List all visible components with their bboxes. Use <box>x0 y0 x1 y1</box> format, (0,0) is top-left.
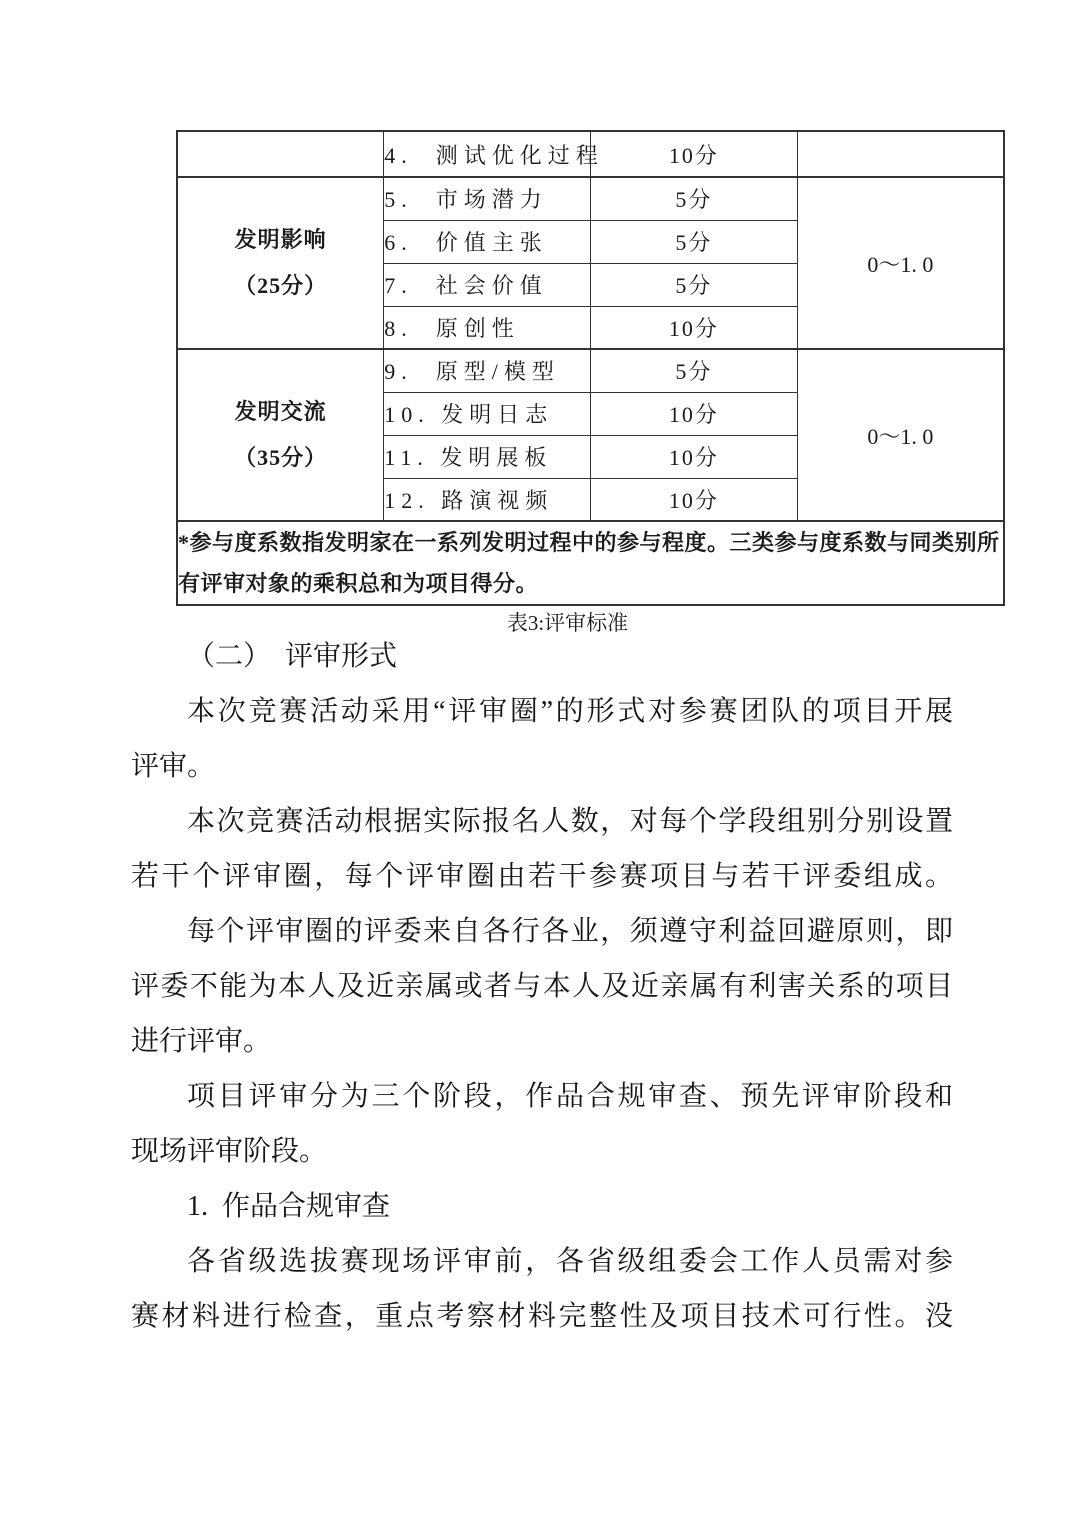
footnote-line: *参与度系数指发明家在一系列发明过程中的参与程度。三类参与度系数与同类别所 <box>178 530 1000 555</box>
item-cell: 4. 测试优化过程 <box>384 131 591 177</box>
paragraph-line: 评委不能为本人及近亲属或者与本人及近亲属有利害关系的项目 <box>131 971 953 1002</box>
item-cell: 12. 路演视频 <box>384 478 591 521</box>
category-cell <box>177 177 384 349</box>
item-cell: 5. 市场潜力 <box>384 177 591 220</box>
paragraph-line: 若干个评审圈，每个评审圈由若干参赛项目与若干评委组成。 <box>131 861 953 892</box>
item-cell: 8. 原创性 <box>384 306 591 349</box>
category-points: （25分） <box>234 273 328 298</box>
coefficient-cell-empty <box>797 131 1004 177</box>
paragraph-line: 本次竞赛活动根据实际报名人数，对每个学段组别分别设置 <box>187 806 953 837</box>
score-cell: 5分 <box>591 177 798 220</box>
table-row <box>177 349 1004 392</box>
coefficient-cell: 0～1. 0 <box>797 177 1004 349</box>
score-cell: 10分 <box>591 306 798 349</box>
document-body <box>131 629 953 1344</box>
table-row <box>177 521 1004 605</box>
table-row <box>177 131 1004 177</box>
table-row <box>177 177 1004 220</box>
paragraph-line: 评审。 <box>131 751 216 782</box>
paragraph-line: 进行评审。 <box>131 1026 272 1057</box>
score-cell: 10分 <box>591 478 798 521</box>
score-cell: 10分 <box>591 392 798 435</box>
score-table <box>176 130 1005 606</box>
category-cell-empty <box>177 131 384 177</box>
paragraph-line: 本次竞赛活动采用“评审圈”的形式对参赛团队的项目开展 <box>187 696 953 727</box>
score-cell: 5分 <box>591 220 798 263</box>
coefficient-cell: 0～1. 0 <box>797 349 1004 521</box>
score-cell: 10分 <box>591 131 798 177</box>
section-heading: （二） 评审形式 <box>187 641 398 672</box>
item-cell: 11. 发明展板 <box>384 435 591 478</box>
item-cell: 7. 社会价值 <box>384 263 591 306</box>
category-cell <box>177 349 384 521</box>
score-cell: 10分 <box>591 435 798 478</box>
paragraph-line: 各省级选拔赛现场评审前，各省级组委会工作人员需对参 <box>187 1246 953 1277</box>
paragraph-line: 项目评审分为三个阶段，作品合规审查、预先评审阶段和 <box>187 1081 953 1112</box>
score-cell: 5分 <box>591 349 798 392</box>
item-cell: 10. 发明日志 <box>384 392 591 435</box>
paragraph-line: 赛材料进行检查，重点考察材料完整性及项目技术可行性。没 <box>131 1301 953 1332</box>
footnote-line: 有评审对象的乘积总和为项目得分。 <box>178 571 539 596</box>
category-name: 发明交流 <box>234 399 327 424</box>
table-caption: 表3:评审标准 <box>506 611 629 635</box>
footnote-cell <box>177 521 1004 605</box>
paragraph-line: 每个评审圈的评委来自各行各业，须遵守利益回避原则，即 <box>187 916 953 947</box>
category-name: 发明影响 <box>234 227 327 252</box>
score-cell: 5分 <box>591 263 798 306</box>
paragraph-line: 现场评审阶段。 <box>131 1136 328 1167</box>
item-cell: 6. 价值主张 <box>384 220 591 263</box>
item-cell: 9. 原型/模型 <box>384 349 591 392</box>
category-points: （35分） <box>234 445 328 470</box>
subsection-heading: 1. 作品合规审查 <box>187 1191 391 1222</box>
